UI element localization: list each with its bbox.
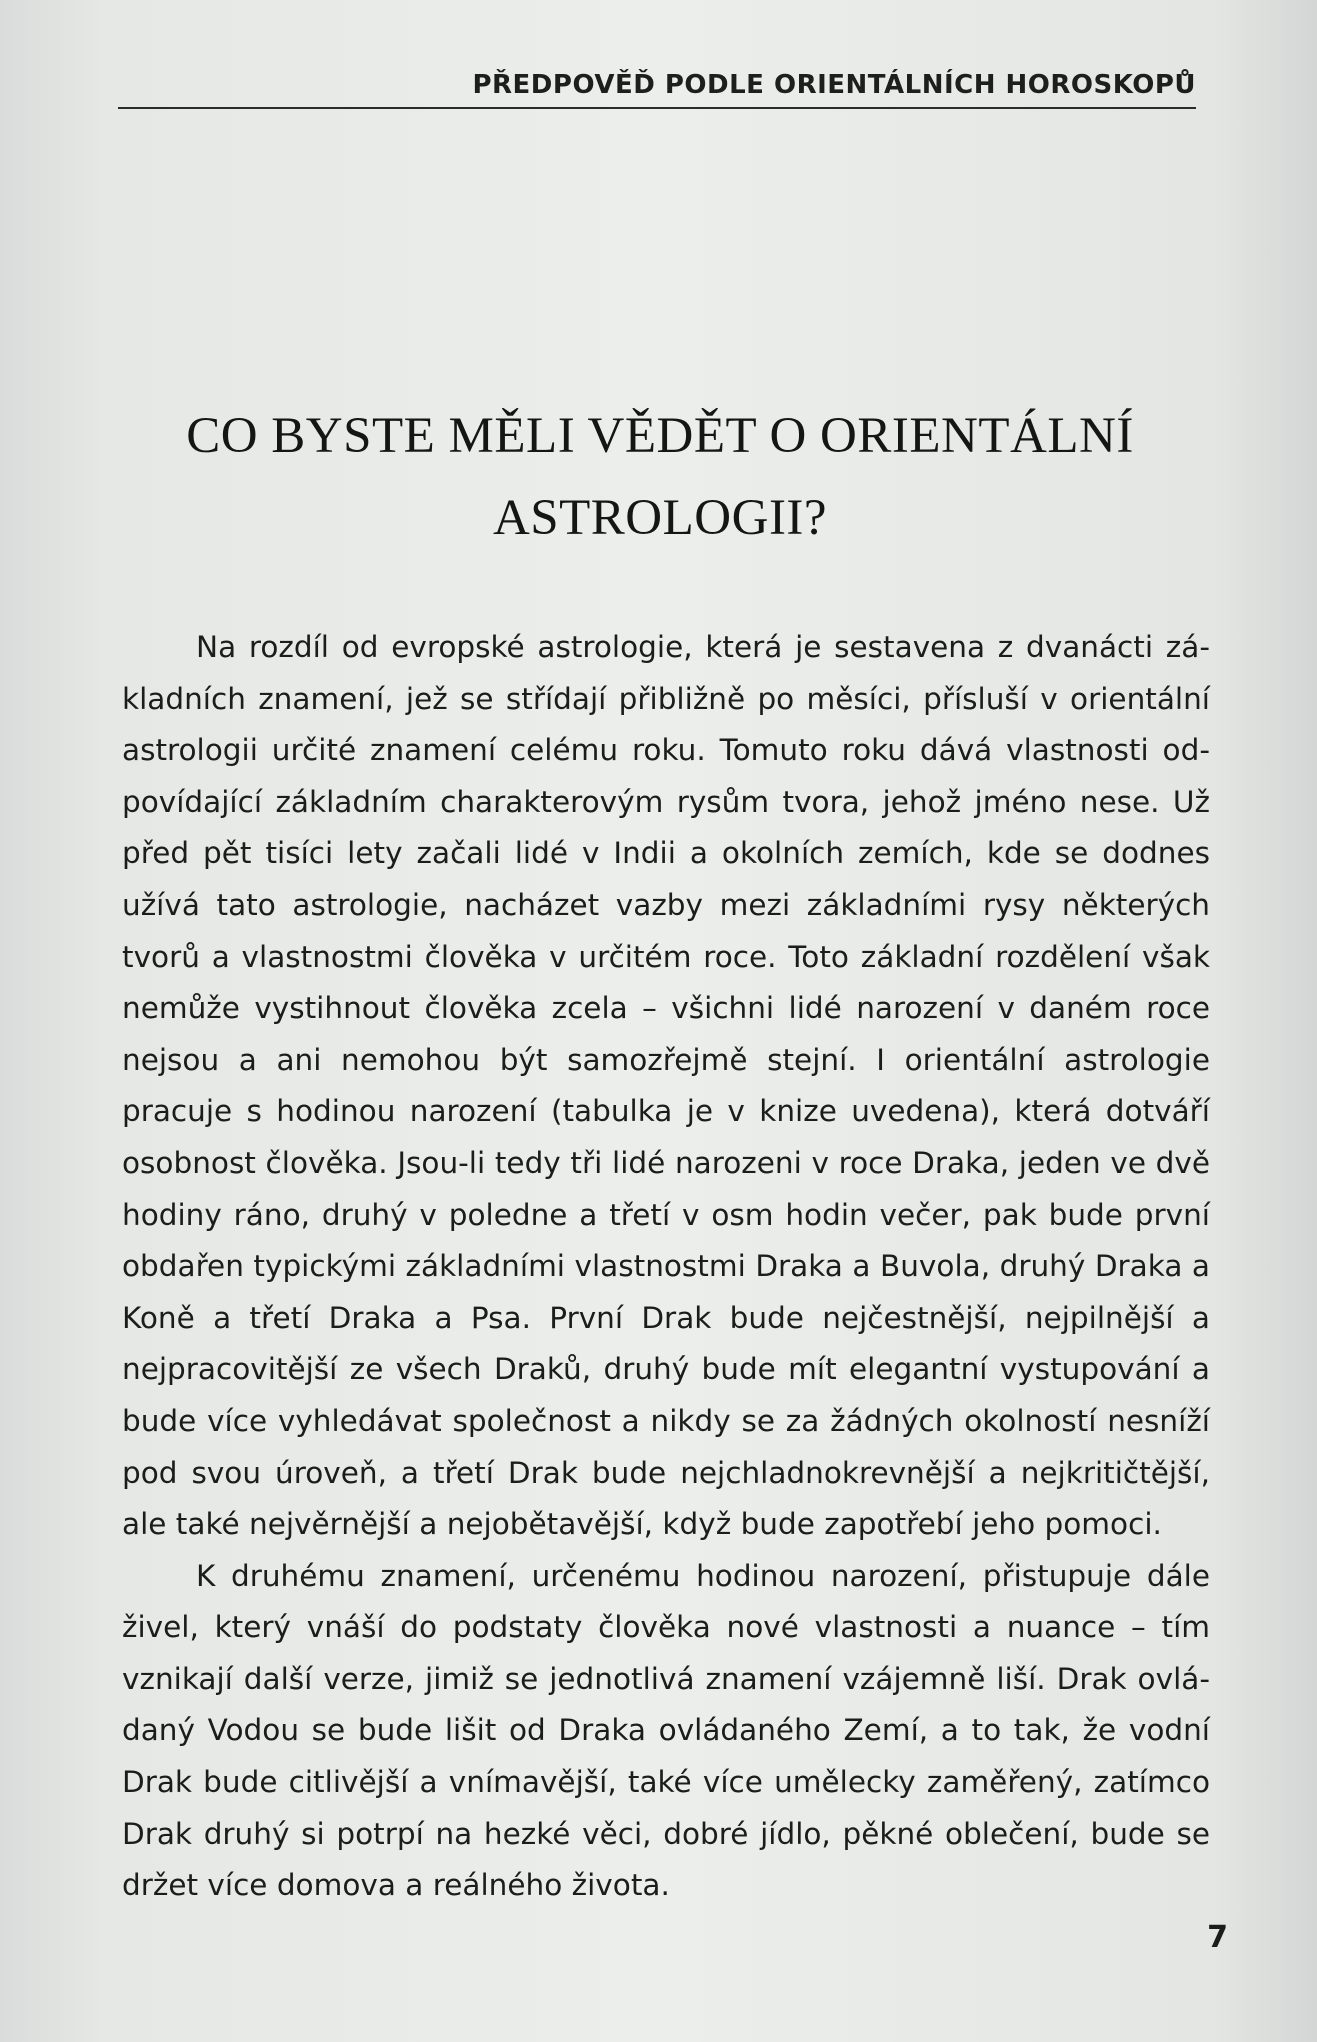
header-rule [118,107,1196,109]
running-header: PŘEDPOVĚĎ PODLE ORIENTÁLNÍCH HOROSKOPŮ [472,70,1196,100]
chapter-title-line-1: CO BYSTE MĚLI VĚDĚT O ORIENTÁLNÍ [186,408,1134,464]
paragraph-1: Na rozdíl od evropské astrologie, která je sestavena z dvanácti základních znamení, jež se střídají přibližně po měsíci, přísluší v orientální astrologii určité znamení celému roku. Tomuto roku dává vlastnosti odpovídající základním charakterovým rysům tvora, jehož jméno nese. Už před pět tisíci lety začali lidé v Indii a okolních zemích, kde se dodnes užívá tato astrologie, nacházet vazby mezi základními rysy některých tvorů a vlastnostmi člověka v určitém roce. Toto základní rozdělení však nemůže vystihnout člověka zcela – všichni lidé narození v daném roce nejsou a ani nemohou být samozřejmě stejní. I orientální astrologie pracuje s hodinou narození (tabulka je v knize uvedena), která dotváří osobnost člověka. Jsou-li tedy tři lidé narozeni v roce Draka, jeden ve dvě hodiny ráno, druhý v poledne a třetí v osm hodin večer, pak bude první obdařen typickými základními vlastnostmi Draka a Buvola, druhý Draka a Koně a třetí Draka a Psa. První Drak bude nejčestnější, nejpilnější a nejpracovitější ze všech Draků, druhý bude mít elegantní vystupování a bude více vyhledávat společnost a nikdy se za žádných okolností nesníží pod svou úroveň, a třetí Drak bude nejchladnokrevnější a nejkritičtější, ale také nejvěrnější a nejobětavější, když bude zapotřebí jeho pomoci. [122,630,1210,1542]
chapter-title-line-2: ASTROLOGII? [492,490,828,546]
page-number: 7 [1207,1920,1228,1955]
paragraph-2: K druhému znamení, určenému hodinou narození, přistupuje dále živel, který vnáší do podstaty člověka nové vlastnosti a nuance – tím vznikají další verze, jimiž se jednotlivá znamení vzájemně liší. Drak ovládaný Vodou se bude lišit od Draka ovládaného Zemí, a to tak, že vodní Drak bude citlivější a vnímavější, také více umělecky zaměřený, zatímco Drak druhý si potrpí na hezké věci, dobré jídlo, pěkné oblečení, bude se držet více domova a reálného života. [122,1558,1210,1903]
chapter-title [150,395,1170,559]
body-text [122,622,1210,1912]
